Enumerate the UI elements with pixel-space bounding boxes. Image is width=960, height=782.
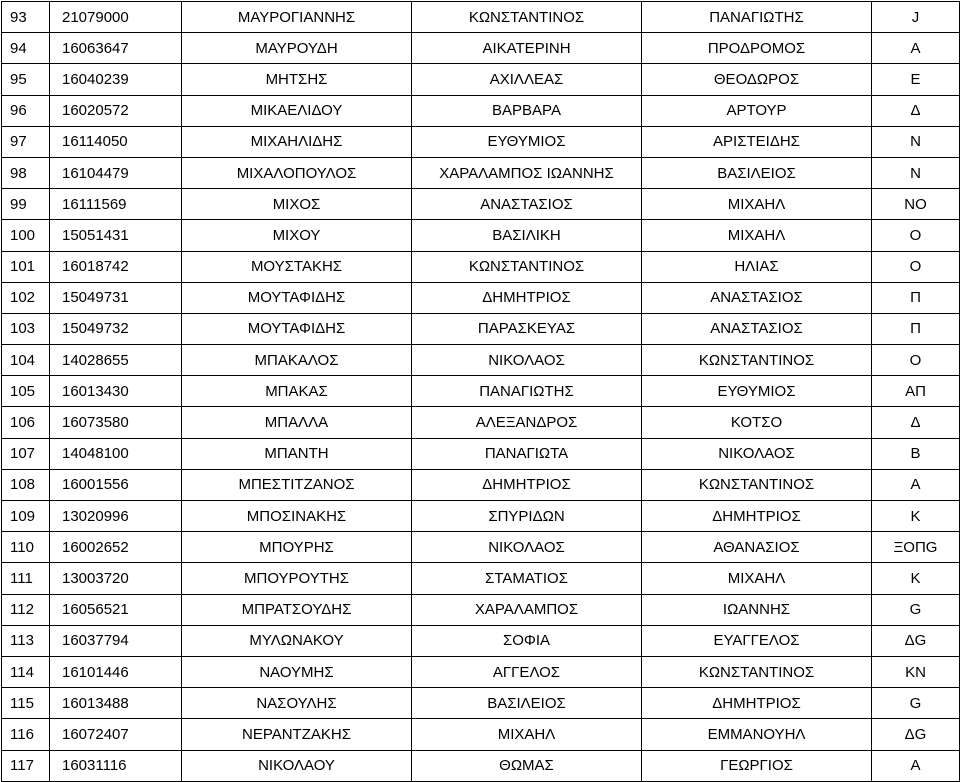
surname-cell: ΜΠΑΚΑΛΟΣ [182,345,412,376]
code-cell: B [872,438,960,469]
row-number-cell: 97 [2,126,50,157]
row-number-cell: 107 [2,438,50,469]
father-name-cell: ΑΡΙΣΤΕΙΔΗΣ [642,126,872,157]
surname-cell: ΜΙΧΑΗΛΙΔΗΣ [182,126,412,157]
row-number-cell: 112 [2,594,50,625]
registry-id-cell: 16031116 [50,750,182,781]
row-number-cell: 106 [2,407,50,438]
father-name-cell: ΑΡΤΟΥΡ [642,95,872,126]
row-number-cell: 96 [2,95,50,126]
table-row [2,376,960,407]
first-name-cell: ΜΙΧΑΗΛ [412,719,642,750]
registry-id-cell: 21079000 [50,2,182,33]
table-row [2,251,960,282]
row-number-cell: 115 [2,688,50,719]
code-cell: N [872,157,960,188]
first-name-cell: ΑΛΕΞΑΝΔΡΟΣ [412,407,642,438]
code-cell: AΠ [872,376,960,407]
table-row [2,719,960,750]
row-number-cell: 114 [2,656,50,687]
surname-cell: ΜΠΡΑΤΣΟΥΔΗΣ [182,594,412,625]
surname-cell: ΜΠΟΥΡΗΣ [182,532,412,563]
surname-cell: ΜΗΤΣΗΣ [182,64,412,95]
father-name-cell: ΜΙΧΑΗΛ [642,189,872,220]
code-cell: K [872,563,960,594]
row-number-cell: 109 [2,501,50,532]
surname-cell: ΝΑΟΥΜΗΣ [182,656,412,687]
code-cell: O [872,345,960,376]
code-cell: A [872,469,960,500]
surname-cell: ΝΑΣΟΥΛΗΣ [182,688,412,719]
first-name-cell: ΒΑΣΙΛΕΙΟΣ [412,688,642,719]
surname-cell: ΜΟΥΤΑΦΙΔΗΣ [182,313,412,344]
registry-id-cell: 16040239 [50,64,182,95]
row-number-cell: 113 [2,625,50,656]
table-row [2,157,960,188]
code-cell: G [872,594,960,625]
first-name-cell: ΠΑΝΑΓΙΩΤΗΣ [412,376,642,407]
registry-id-cell: 16018742 [50,251,182,282]
registry-id-cell: 16111569 [50,189,182,220]
surname-cell: ΜΥΛΩΝΑΚΟΥ [182,625,412,656]
surname-cell: ΜΑΥΡΟΓΙΑΝΝΗΣ [182,2,412,33]
father-name-cell: ΚΩΝΣΤΑΝΤΙΝΟΣ [642,656,872,687]
father-name-cell: ΓΕΩΡΓΙΟΣ [642,750,872,781]
code-cell: Π [872,313,960,344]
first-name-cell: ΠΑΡΑΣΚΕΥΑΣ [412,313,642,344]
row-number-cell: 100 [2,220,50,251]
father-name-cell: ΚΩΝΣΤΑΝΤΙΝΟΣ [642,345,872,376]
first-name-cell: ΝΙΚΟΛΑΟΣ [412,345,642,376]
code-cell: J [872,2,960,33]
registry-id-cell: 13003720 [50,563,182,594]
table-row [2,625,960,656]
registry-id-cell: 16001556 [50,469,182,500]
registry-id-cell: 16013488 [50,688,182,719]
first-name-cell: ΣΠΥΡΙΔΩΝ [412,501,642,532]
surname-cell: ΜΙΧΟΣ [182,189,412,220]
registry-id-cell: 13020996 [50,501,182,532]
registry-id-cell: 15049732 [50,313,182,344]
table-row [2,345,960,376]
code-cell: Δ [872,95,960,126]
row-number-cell: 104 [2,345,50,376]
surname-cell: ΜΠΑΚΑΣ [182,376,412,407]
results-table [1,1,960,782]
table-row [2,282,960,313]
table-row [2,220,960,251]
table-row [2,126,960,157]
father-name-cell: ΔΗΜΗΤΡΙΟΣ [642,688,872,719]
row-number-cell: 103 [2,313,50,344]
surname-cell: ΜΙΧΟΥ [182,220,412,251]
surname-cell: ΜΙΚΑΕΛΙΔΟΥ [182,95,412,126]
father-name-cell: ΜΙΧΑΗΛ [642,220,872,251]
father-name-cell: ΔΗΜΗΤΡΙΟΣ [642,501,872,532]
row-number-cell: 99 [2,189,50,220]
first-name-cell: ΣΤΑΜΑΤΙΟΣ [412,563,642,594]
surname-cell: ΝΕΡΑΝΤΖΑΚΗΣ [182,719,412,750]
surname-cell: ΜΠΟΣΙΝΑΚΗΣ [182,501,412,532]
father-name-cell: ΙΩΑΝΝΗΣ [642,594,872,625]
table-row [2,656,960,687]
registry-id-cell: 16101446 [50,656,182,687]
code-cell: Δ [872,407,960,438]
first-name-cell: ΚΩΝΣΤΑΝΤΙΝΟΣ [412,251,642,282]
code-cell: N [872,126,960,157]
row-number-cell: 117 [2,750,50,781]
registry-id-cell: 14048100 [50,438,182,469]
registry-id-cell: 16002652 [50,532,182,563]
table-row [2,594,960,625]
registry-id-cell: 16013430 [50,376,182,407]
code-cell: ΞΟΠG [872,532,960,563]
table-row [2,95,960,126]
row-number-cell: 93 [2,2,50,33]
row-number-cell: 105 [2,376,50,407]
row-number-cell: 95 [2,64,50,95]
table-row [2,532,960,563]
row-number-cell: 94 [2,33,50,64]
first-name-cell: ΑΙΚΑΤΕΡΙΝΗ [412,33,642,64]
registry-id-cell: 16056521 [50,594,182,625]
table-row [2,313,960,344]
father-name-cell: ΠΡΟΔΡΟΜΟΣ [642,33,872,64]
father-name-cell: ΝΙΚΟΛΑΟΣ [642,438,872,469]
father-name-cell: ΕΥΘΥΜΙΟΣ [642,376,872,407]
row-number-cell: 111 [2,563,50,594]
first-name-cell: ΑΓΓΕΛΟΣ [412,656,642,687]
table-row [2,501,960,532]
first-name-cell: ΑΝΑΣΤΑΣΙΟΣ [412,189,642,220]
registry-id-cell: 16020572 [50,95,182,126]
first-name-cell: ΔΗΜΗΤΡΙΟΣ [412,282,642,313]
first-name-cell: ΧΑΡΑΛΑΜΠΟΣ [412,594,642,625]
registry-id-cell: 16072407 [50,719,182,750]
first-name-cell: ΔΗΜΗΤΡΙΟΣ [412,469,642,500]
table-row [2,64,960,95]
table-row [2,469,960,500]
table-row [2,2,960,33]
father-name-cell: ΜΙΧΑΗΛ [642,563,872,594]
code-cell: Π [872,282,960,313]
first-name-cell: ΒΑΡΒΑΡΑ [412,95,642,126]
code-cell: KN [872,656,960,687]
code-cell: ΔG [872,719,960,750]
father-name-cell: ΕΥΑΓΓΕΛΟΣ [642,625,872,656]
surname-cell: ΜΑΥΡΟΥΔΗ [182,33,412,64]
surname-cell: ΜΠΑΝΤΗ [182,438,412,469]
code-cell: ΔG [872,625,960,656]
father-name-cell: ΑΘΑΝΑΣΙΟΣ [642,532,872,563]
row-number-cell: 102 [2,282,50,313]
row-number-cell: 108 [2,469,50,500]
row-number-cell: 101 [2,251,50,282]
table-body [2,2,960,782]
surname-cell: ΜΠΟΥΡΟΥΤΗΣ [182,563,412,594]
table-row [2,407,960,438]
father-name-cell: ΒΑΣΙΛΕΙΟΣ [642,157,872,188]
father-name-cell: ΕΜΜΑΝΟΥΗΛ [642,719,872,750]
registry-id-cell: 15049731 [50,282,182,313]
row-number-cell: 110 [2,532,50,563]
father-name-cell: ΠΑΝΑΓΙΩΤΗΣ [642,2,872,33]
row-number-cell: 98 [2,157,50,188]
first-name-cell: ΠΑΝΑΓΙΩΤΑ [412,438,642,469]
father-name-cell: ΚΩΝΣΤΑΝΤΙΝΟΣ [642,469,872,500]
registry-id-cell: 14028655 [50,345,182,376]
registry-id-cell: 16114050 [50,126,182,157]
father-name-cell: ΘΕΟΔΩΡΟΣ [642,64,872,95]
table-row [2,750,960,781]
code-cell: G [872,688,960,719]
surname-cell: ΜΙΧΑΛΟΠΟΥΛΟΣ [182,157,412,188]
code-cell: O [872,251,960,282]
first-name-cell: ΑΧΙΛΛΕΑΣ [412,64,642,95]
registry-id-cell: 16037794 [50,625,182,656]
father-name-cell: ΗΛΙΑΣ [642,251,872,282]
surname-cell: ΝΙΚΟΛΑΟΥ [182,750,412,781]
first-name-cell: ΕΥΘΥΜΙΟΣ [412,126,642,157]
first-name-cell: ΒΑΣΙΛΙΚΗ [412,220,642,251]
father-name-cell: ΑΝΑΣΤΑΣΙΟΣ [642,282,872,313]
registry-id-cell: 15051431 [50,220,182,251]
father-name-cell: ΚΟΤΣΟ [642,407,872,438]
row-number-cell: 116 [2,719,50,750]
code-cell: A [872,33,960,64]
registry-id-cell: 16063647 [50,33,182,64]
surname-cell: ΜΠΕΣΤΙΤΖΑΝΟΣ [182,469,412,500]
surname-cell: ΜΟΥΤΑΦΙΔΗΣ [182,282,412,313]
father-name-cell: ΑΝΑΣΤΑΣΙΟΣ [642,313,872,344]
code-cell: K [872,501,960,532]
first-name-cell: ΚΩΝΣΤΑΝΤΙΝΟΣ [412,2,642,33]
first-name-cell: ΣΟΦΙΑ [412,625,642,656]
first-name-cell: ΘΩΜΑΣ [412,750,642,781]
table-row [2,438,960,469]
code-cell: O [872,220,960,251]
table-row [2,563,960,594]
code-cell: A [872,750,960,781]
surname-cell: ΜΠΑΛΛΑ [182,407,412,438]
surname-cell: ΜΟΥΣΤΑΚΗΣ [182,251,412,282]
first-name-cell: ΧΑΡΑΛΑΜΠΟΣ ΙΩΑΝΝΗΣ [412,157,642,188]
code-cell: E [872,64,960,95]
table-row [2,33,960,64]
table-row [2,688,960,719]
registry-id-cell: 16073580 [50,407,182,438]
code-cell: NO [872,189,960,220]
table-row [2,189,960,220]
first-name-cell: ΝΙΚΟΛΑΟΣ [412,532,642,563]
registry-id-cell: 16104479 [50,157,182,188]
